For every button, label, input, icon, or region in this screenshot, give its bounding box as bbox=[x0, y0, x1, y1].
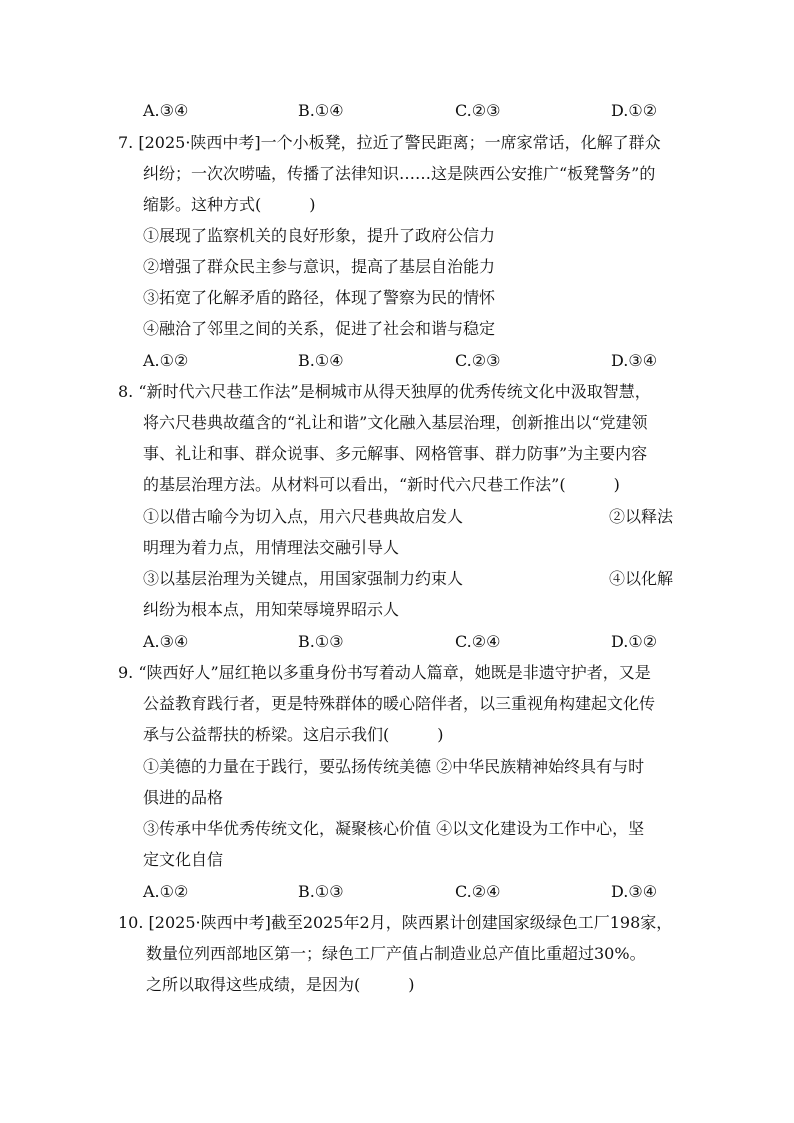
q7-stem-line: 7. [2025·陕西中考]一个小板凳，拉近了警民距离；一席家常话，化解了群众 bbox=[118, 133, 661, 152]
q9-stem-line: 公益教育践行者，更是特殊群体的暖心陪伴者，以三重视角构建起文化传 bbox=[143, 694, 656, 713]
q8-option-d[interactable]: D.①② bbox=[611, 632, 658, 651]
q8-option-a[interactable]: A.③④ bbox=[143, 632, 189, 651]
q8-statement: ②以释法 bbox=[609, 507, 674, 526]
q10-stem-line: 之所以取得这些成绩，是因为( ) bbox=[146, 975, 415, 994]
q8-statement: ③以基层治理为关键点，用国家强制力约束人 bbox=[143, 569, 464, 588]
q9-option-c[interactable]: C.②④ bbox=[455, 882, 501, 901]
q9-options bbox=[0, 877, 794, 907]
q9-option-d[interactable]: D.③④ bbox=[611, 882, 658, 901]
q7-stem-line: 纠纷；一次次唠嗑，传播了法律知识……这是陕西公安推广“板凳警务”的 bbox=[143, 164, 656, 183]
q7-statement: ①展现了监察机关的良好形象，提升了政府公信力 bbox=[143, 226, 496, 245]
q8-stem-line: 事、礼让和事、群众说事、多元解事、网格管事、群力防事”为主要内容 bbox=[143, 444, 648, 463]
q9-stem-line: 承与公益帮扶的桥梁。这启示我们( ) bbox=[143, 725, 444, 744]
q8-option-c[interactable]: C.②④ bbox=[455, 632, 501, 651]
q6-options bbox=[0, 96, 794, 126]
q7-statement: ④融洽了邻里之间的关系，促进了社会和谐与稳定 bbox=[143, 319, 496, 338]
q7-option-d[interactable]: D.③④ bbox=[611, 351, 658, 370]
q9-option-a[interactable]: A.①② bbox=[143, 882, 189, 901]
q8-stem-line: 将六尺巷典故蕴含的“礼让和谐”文化融入基层治理，创新推出以“党建领 bbox=[143, 413, 648, 432]
q9-option-b[interactable]: B.①③ bbox=[298, 882, 344, 901]
q8-stem-line: 的基层治理方法。从材料可以看出，“新时代六尺巷工作法”( ) bbox=[143, 475, 620, 494]
q9-statement: 俱进的品格 bbox=[143, 788, 224, 807]
q10-stem-line: 数量位列西部地区第一；绿色工厂产值占制造业总产值比重超过30%。 bbox=[146, 944, 646, 963]
q7-stem-line: 缩影。这种方式( ) bbox=[143, 195, 316, 214]
q7-option-b[interactable]: B.①④ bbox=[298, 351, 344, 370]
q8-options bbox=[0, 627, 794, 657]
q8-statement: ①以借古喻今为切入点，用六尺巷典故启发人 bbox=[143, 507, 464, 526]
q7-option-a[interactable]: A.①② bbox=[143, 351, 189, 370]
q8-option-b[interactable]: B.①③ bbox=[298, 632, 344, 651]
q9-statement: ③传承中华优秀传统文化，凝聚核心价值 ④以文化建设为工作中心，坚 bbox=[143, 819, 645, 838]
q7-statement: ③拓宽了化解矛盾的路径，体现了警察为民的情怀 bbox=[143, 288, 496, 307]
q6-option-c[interactable]: C.②③ bbox=[455, 101, 501, 120]
q7-statement: ②增强了群众民主参与意识，提高了基层自治能力 bbox=[143, 257, 496, 276]
q6-option-b[interactable]: B.①④ bbox=[298, 101, 344, 120]
q8-statement: ④以化解 bbox=[609, 569, 674, 588]
q9-stem-line: 9. “陕西好人”屈红艳以多重身份书写着动人篇章，她既是非遗守护者，又是 bbox=[118, 663, 651, 682]
q9-statement: ①美德的力量在于践行，要弘扬传统美德 ②中华民族精神始终具有与时 bbox=[143, 757, 645, 776]
q6-option-d[interactable]: D.①② bbox=[611, 101, 658, 120]
q10-stem-line: 10. [2025·陕西中考]截至2025年2月，陕西累计创建国家级绿色工厂198家， bbox=[118, 913, 673, 932]
q6-option-a[interactable]: A.③④ bbox=[143, 101, 189, 120]
q8-statement: 明理为着力点，用情理法交融引导人 bbox=[143, 538, 400, 557]
q7-options bbox=[0, 346, 794, 376]
q8-stem-line: 8. “新时代六尺巷工作法”是桐城市从得天独厚的优秀传统文化中汲取智慧， bbox=[118, 382, 651, 401]
q9-statement: 定文化自信 bbox=[143, 850, 224, 869]
q8-statement: 纠纷为根本点，用知荣辱境界昭示人 bbox=[143, 600, 400, 619]
q7-option-c[interactable]: C.②③ bbox=[455, 351, 501, 370]
